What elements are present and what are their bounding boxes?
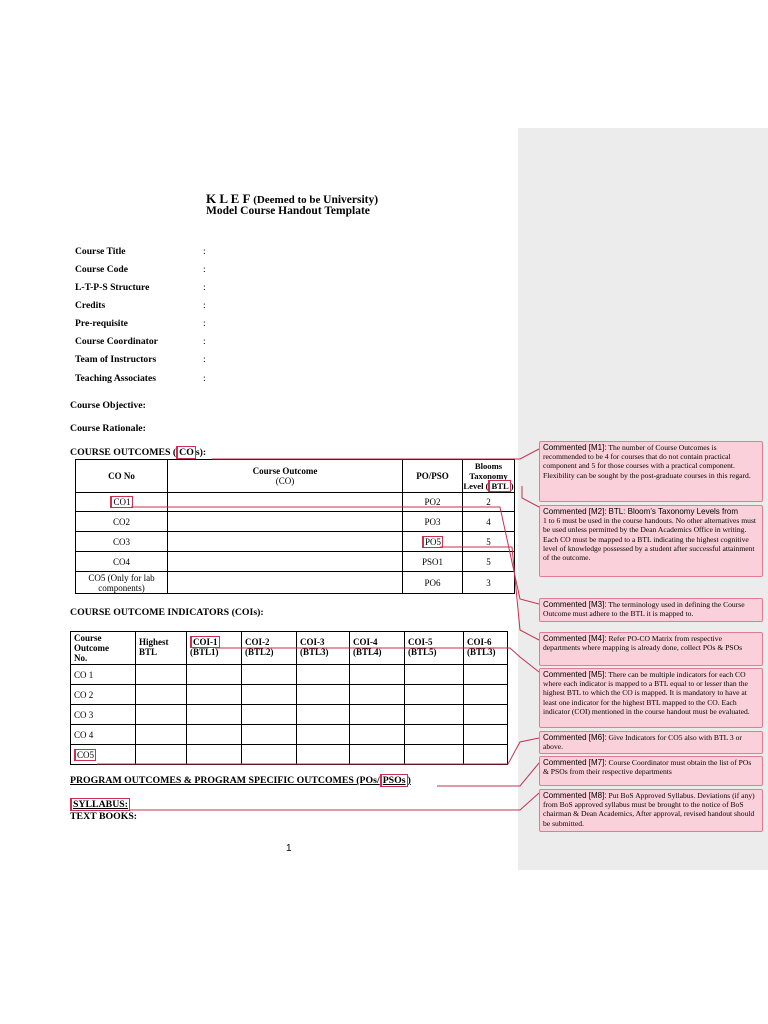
col-header-po-pso: PO/PSO [403, 460, 463, 493]
col-header-coi-5: COI-5 (BTL5) [405, 632, 464, 665]
coi-cell[interactable] [242, 725, 297, 745]
coi-cell[interactable] [136, 745, 187, 765]
coi-cell[interactable] [297, 745, 350, 765]
comment-m2[interactable]: Commented [M2]: BTL: Bloom’s Taxonomy Levels from 1 to 6 must be used in the course handouts. No other alternatives must be used unless permitted by the Dean Academics Office in writing. Each CO must be mapped to a BTL indicating the highest cognitive level of knowledge possessed by a student after successful attainment of the outcome. [539, 505, 763, 577]
coi-cell[interactable] [297, 725, 350, 745]
comment-anchor[interactable]: COI-1 [190, 636, 220, 648]
course-outcomes-table [75, 459, 515, 594]
comment-anchor[interactable]: CO5 [74, 749, 96, 761]
field-label: Course Title [75, 246, 126, 257]
course-rationale-label: Course Rationale: [70, 423, 146, 434]
program-outcomes-heading: PROGRAM OUTCOMES & PROGRAM SPECIFIC OUTCOMES (POs/ PSOs ) [70, 775, 411, 786]
field-label: Course Coordinator [75, 336, 158, 347]
po-cell: PSO1 [403, 552, 463, 572]
col-header-highest-btl: Highest BTL [136, 632, 187, 665]
co-cell: CO 4 [71, 725, 136, 745]
co-cell: CO4 [76, 552, 168, 572]
coi-table [70, 631, 508, 765]
field-label: Team of Instructors [75, 354, 157, 365]
btl-cell: 4 [463, 512, 515, 532]
col-header-coi-3: COI-3 (BTL3) [297, 632, 350, 665]
comment-m4[interactable]: Commented [M4]: Refer PO-CO Matrix from respective departments where mapping is already done, collect POs & PSOs [539, 632, 763, 666]
field-label: Pre-requisite [75, 318, 128, 329]
outcome-cell[interactable] [168, 572, 403, 594]
outcome-cell[interactable] [168, 532, 403, 552]
table-row [71, 745, 508, 765]
coi-cell[interactable] [405, 685, 464, 705]
text-books-heading: TEXT BOOKS: [70, 811, 138, 822]
field-label: Course Code [75, 264, 129, 275]
field-colon: : [203, 318, 206, 329]
comment-anchor[interactable]: BTL [488, 480, 510, 492]
field-label: Teaching Associates [75, 373, 156, 384]
table-row [71, 665, 508, 685]
comment-m1[interactable]: Commented [M1]: The number of Course Outcomes is recommended to be 4 for courses that do not contain practical component and 5 for those courses with a practical component. Flexibility can be sought by the post-graduate courses in this regard. [539, 441, 763, 502]
comment-m3[interactable]: Commented [M3]: The terminology used in defining the Course Outcome must adhere to the BTL it is mapped to. [539, 598, 763, 622]
col-header-coi-6: COI-6 (BTL3) [464, 632, 508, 665]
coi-cell[interactable] [350, 705, 405, 725]
coi-cell[interactable] [136, 725, 187, 745]
coi-cell[interactable] [350, 665, 405, 685]
field-colon: : [203, 246, 206, 257]
coi-cell[interactable] [464, 685, 508, 705]
table-header-row [76, 460, 515, 493]
field-colon: : [203, 354, 206, 365]
btl-cell: 5 [463, 552, 515, 572]
coi-cell[interactable] [405, 705, 464, 725]
outcome-cell[interactable] [168, 493, 403, 512]
co-cell: CO 3 [71, 705, 136, 725]
field-colon: : [203, 282, 206, 293]
field-colon: : [203, 300, 206, 311]
coi-cell[interactable] [464, 745, 508, 765]
outcome-cell[interactable] [168, 552, 403, 572]
coi-cell[interactable] [405, 725, 464, 745]
table-header-row [71, 632, 508, 665]
col-header-coi-4: COI-4 (BTL4) [350, 632, 405, 665]
coi-cell[interactable] [187, 745, 242, 765]
coi-cell[interactable] [187, 665, 242, 685]
coi-cell[interactable] [297, 665, 350, 685]
po-cell: PO6 [403, 572, 463, 594]
coi-cell[interactable] [187, 725, 242, 745]
comment-anchor[interactable]: PO5 [422, 536, 443, 548]
coi-cell[interactable] [136, 705, 187, 725]
coi-heading: COURSE OUTCOME INDICATORS (COIs): [70, 607, 264, 618]
coi-cell[interactable] [350, 725, 405, 745]
coi-cell[interactable] [464, 665, 508, 685]
comment-m6[interactable]: Commented [M6]: Give Indicators for CO5 also with BTL 3 or above. [539, 731, 763, 754]
coi-cell[interactable] [464, 725, 508, 745]
coi-cell[interactable] [405, 665, 464, 685]
coi-cell[interactable] [350, 745, 405, 765]
po-cell: PO2 [403, 493, 463, 512]
connector-m8 [129, 793, 539, 810]
comment-m8[interactable]: Commented [M8]: Put BoS Approved Syllabus. Deviations (if any) from BoS approved syllabus must be brought to the notice of BoS chairman & Dean Academics, After approval, revised handout should be submitted. [539, 789, 763, 832]
outcome-cell[interactable] [168, 512, 403, 532]
field-colon: : [203, 373, 206, 384]
co-cell: CO 1 [71, 665, 136, 685]
table-row [76, 493, 515, 512]
connector-m1 [212, 449, 539, 459]
table-row [71, 705, 508, 725]
comment-anchor[interactable]: CO1 [110, 496, 132, 508]
course-outcomes-heading: COURSE OUTCOMES ( CO s): [70, 447, 207, 458]
field-colon: : [203, 336, 206, 347]
course-objective-label: Course Objective: [70, 400, 146, 411]
co-cell: CO3 [76, 532, 168, 552]
btl-cell: 3 [463, 572, 515, 594]
table-row [76, 532, 515, 552]
field-label: L-T-P-S Structure [75, 282, 150, 293]
coi-cell[interactable] [242, 705, 297, 725]
coi-cell[interactable] [297, 685, 350, 705]
col-header-btl: Blooms Taxonomy Level ( BTL ) [463, 461, 514, 491]
coi-cell[interactable] [350, 685, 405, 705]
po-cell [403, 532, 463, 552]
document-title: K L E F (Deemed to be University) [206, 191, 379, 206]
coi-cell[interactable] [136, 665, 187, 685]
coi-cell[interactable] [405, 745, 464, 765]
col-header-co-no: CO No [76, 460, 168, 493]
comment-m7[interactable]: Commented [M7]: Course Coordinator must obtain the list of POs & PSOs from their respective departments [539, 756, 763, 786]
coi-cell[interactable] [297, 705, 350, 725]
po-cell: PO3 [403, 512, 463, 532]
table-row [76, 512, 515, 532]
table-row [76, 552, 515, 572]
comment-anchor[interactable]: PSOs [380, 774, 408, 787]
co-cell [76, 493, 168, 512]
co-cell: CO 2 [71, 685, 136, 705]
coi-cell[interactable] [187, 685, 242, 705]
coi-cell[interactable] [242, 685, 297, 705]
template-title: Model Course Handout Template [206, 205, 370, 217]
col-header-coi-2: COI-2 (BTL2) [242, 632, 297, 665]
table-row [71, 685, 508, 705]
comment-anchor[interactable]: SYLLABUS: [70, 798, 130, 811]
field-colon: : [203, 264, 206, 275]
co-cell: CO2 [76, 512, 168, 532]
comment-anchor[interactable]: CO [176, 446, 196, 459]
coi-cell[interactable] [242, 665, 297, 685]
btl-cell: 2 [463, 493, 515, 512]
table-row [71, 725, 508, 745]
col-header-coi-1: COI-1 (BTL1) [187, 632, 242, 665]
page-number: 1 [286, 843, 292, 854]
coi-cell[interactable] [136, 685, 187, 705]
syllabus-heading [70, 799, 130, 810]
field-label: Credits [75, 300, 106, 311]
table-row [76, 572, 515, 594]
comment-m5[interactable]: Commented [M5]: There can be multiple indicators for each CO where each indicator is mapped to a BTL equal to or lesser than the highest BTL to which the CO is mapped. It is mandatory to have at least one indicator for the highest BTL mapped to the CO. Each indicator (COI) mentioned in the course handout must be evaluated. [539, 668, 763, 728]
btl-cell: 5 [463, 532, 515, 552]
coi-cell[interactable] [242, 745, 297, 765]
co-cell: CO5 (Only for lab components) [76, 572, 168, 594]
coi-cell[interactable] [464, 705, 508, 725]
coi-cell[interactable] [187, 705, 242, 725]
col-header-course-outcome-no: Course Outcome No. [71, 632, 136, 665]
co-cell [71, 745, 136, 765]
col-header-course-outcome: Course Outcome (CO) [168, 460, 403, 493]
